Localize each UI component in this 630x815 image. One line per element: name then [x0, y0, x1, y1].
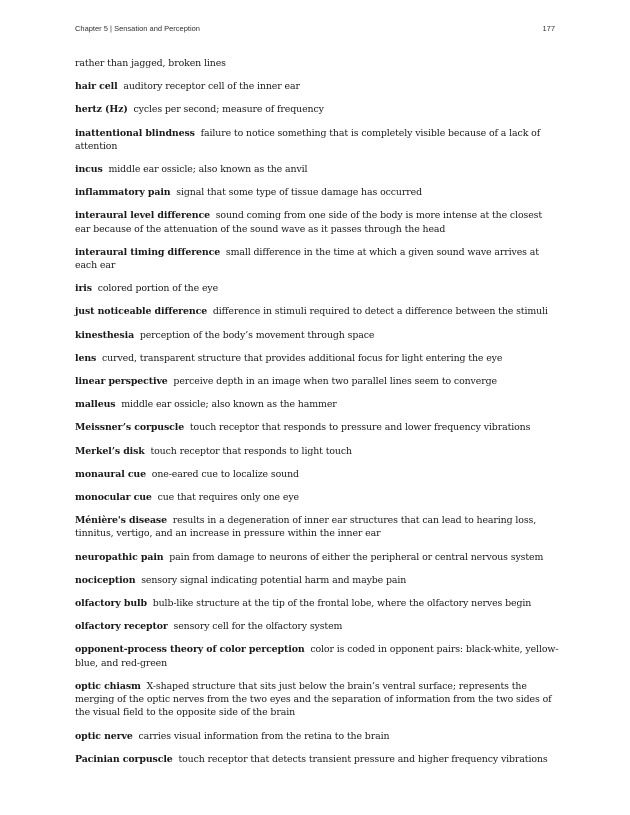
- glossary-definition: sound coming from one side of the body is more intense at the closest ear because of the attenuation of the sound wave as it passes through the head: [75, 210, 543, 235]
- glossary-entry: [75, 57, 559, 70]
- glossary-entry: [75, 329, 559, 342]
- glossary-definition: sensory cell for the olfactory system: [173, 621, 343, 633]
- glossary-definition: touch receptor that detects transient pressure and higher frequency vibrations: [178, 753, 548, 765]
- glossary-term: Ménière's disease: [75, 515, 167, 527]
- glossary-definition: signal that some type of tissue damage has occurred: [176, 187, 422, 199]
- glossary-entry: [75, 597, 559, 610]
- glossary-entry: [75, 753, 559, 766]
- glossary-definition: color is coded in opponent pairs: black-white, yellow-blue, and red-green: [75, 644, 559, 669]
- glossary-term: Merkel’s disk: [75, 445, 145, 457]
- glossary-term: Meissner’s corpuscle: [75, 422, 185, 434]
- glossary-definition: middle ear ossicle; also known as the anvil: [108, 164, 308, 176]
- glossary-definition: cue that requires only one eye: [157, 492, 299, 504]
- glossary-definition: carries visual information from the retina to the brain: [138, 730, 390, 742]
- header-separator: |: [110, 24, 112, 33]
- glossary-term: kinesthesia: [75, 329, 135, 341]
- glossary-entry: [75, 551, 559, 564]
- glossary-entry: [75, 305, 559, 318]
- glossary-entry: [75, 574, 559, 587]
- chapter-title: [75, 24, 200, 33]
- glossary-entry: [75, 163, 559, 176]
- chapter-label: Chapter 5: [75, 24, 108, 33]
- glossary-entry: [75, 246, 559, 272]
- glossary-term: opponent-process theory of color perception: [75, 644, 305, 656]
- glossary-entry: [75, 398, 559, 411]
- glossary-entry: [75, 491, 559, 504]
- glossary-entry: [75, 421, 559, 434]
- glossary-term: just noticeable difference: [75, 306, 208, 318]
- glossary-term: iris: [75, 283, 92, 295]
- glossary-entry: [75, 209, 559, 235]
- glossary-entry: [75, 80, 559, 93]
- glossary-term: interaural timing difference: [75, 246, 221, 258]
- glossary-entry: [75, 103, 559, 116]
- glossary-term: optic nerve: [75, 730, 133, 742]
- glossary-entry: [75, 620, 559, 633]
- glossary-definition: perceive depth in an image when two parallel lines seem to converge: [173, 376, 497, 388]
- glossary-term: incus: [75, 164, 103, 176]
- glossary-definition: colored portion of the eye: [97, 283, 219, 295]
- glossary-term: monocular cue: [75, 492, 152, 504]
- glossary-term: nociception: [75, 574, 136, 586]
- glossary-definition: touch receptor that responds to pressure and lower frequency vibrations: [189, 422, 531, 434]
- glossary-term: inattentional blindness: [75, 127, 195, 139]
- glossary-term: interaural level difference: [75, 210, 210, 222]
- glossary-definition: X-shaped structure that sits just below the brain’s ventral surface; represents the merging of the optic nerves from the two eyes and the separation of information from the two sides of the visual field to the opposite side of the brain: [75, 680, 552, 719]
- glossary-entry: [75, 468, 559, 481]
- glossary-definition: touch receptor that responds to light touch: [150, 445, 352, 457]
- glossary-term: Pacinian corpuscle: [75, 753, 173, 765]
- glossary-term: neuropathic pain: [75, 551, 164, 563]
- glossary-definition: auditory receptor cell of the inner ear: [123, 81, 300, 93]
- glossary-term: optic chiasm: [75, 680, 141, 692]
- glossary-term: inflammatory pain: [75, 187, 171, 199]
- glossary-definition: rather than jagged, broken lines: [75, 58, 226, 69]
- glossary-list: [75, 57, 559, 776]
- glossary-term: hertz (Hz): [75, 104, 128, 116]
- glossary-entry: [75, 514, 559, 540]
- glossary-definition: failure to notice something that is completely visible because of a lack of attention: [75, 127, 541, 152]
- glossary-term: olfactory receptor: [75, 621, 168, 633]
- glossary-definition: pain from damage to neurons of either the peripheral or central nervous system: [169, 551, 544, 563]
- glossary-term: hair cell: [75, 81, 118, 93]
- glossary-entry: [75, 445, 559, 458]
- glossary-definition: bulb-like structure at the tip of the frontal lobe, where the olfactory nerves begin: [152, 598, 532, 610]
- glossary-term: olfactory bulb: [75, 598, 147, 610]
- running-header: [75, 24, 555, 33]
- glossary-definition: sensory signal indicating potential harm and maybe pain: [141, 574, 407, 586]
- glossary-entry: [75, 643, 559, 669]
- glossary-definition: cycles per second; measure of frequency: [133, 104, 324, 116]
- glossary-definition: difference in stimuli required to detect a difference between the stimuli: [212, 306, 548, 318]
- glossary-definition: small difference in the time at which a given sound wave arrives at each ear: [75, 246, 539, 272]
- glossary-definition: results in a degeneration of inner ear structures that can lead to hearing loss, tinnitus, vertigo, and an increase in pressure within the inner ear: [75, 515, 537, 540]
- glossary-term: monaural cue: [75, 468, 147, 480]
- glossary-entry: [75, 127, 559, 153]
- glossary-term: malleus: [75, 399, 116, 411]
- glossary-entry: [75, 680, 559, 720]
- page-number: 177: [542, 24, 555, 33]
- glossary-definition: one-eared cue to localize sound: [151, 468, 299, 480]
- section-title: Sensation and Perception: [114, 24, 200, 33]
- glossary-term: linear perspective: [75, 376, 168, 388]
- glossary-entry: [75, 186, 559, 199]
- glossary-definition: middle ear ossicle; also known as the hammer: [121, 399, 337, 411]
- glossary-entry: [75, 375, 559, 388]
- glossary-entry: [75, 730, 559, 743]
- glossary-term: lens: [75, 352, 97, 364]
- glossary-entry: [75, 282, 559, 295]
- glossary-entry: [75, 352, 559, 365]
- glossary-definition: curved, transparent structure that provides additional focus for light entering the eye: [102, 352, 503, 364]
- glossary-definition: perception of the body’s movement through space: [139, 329, 375, 341]
